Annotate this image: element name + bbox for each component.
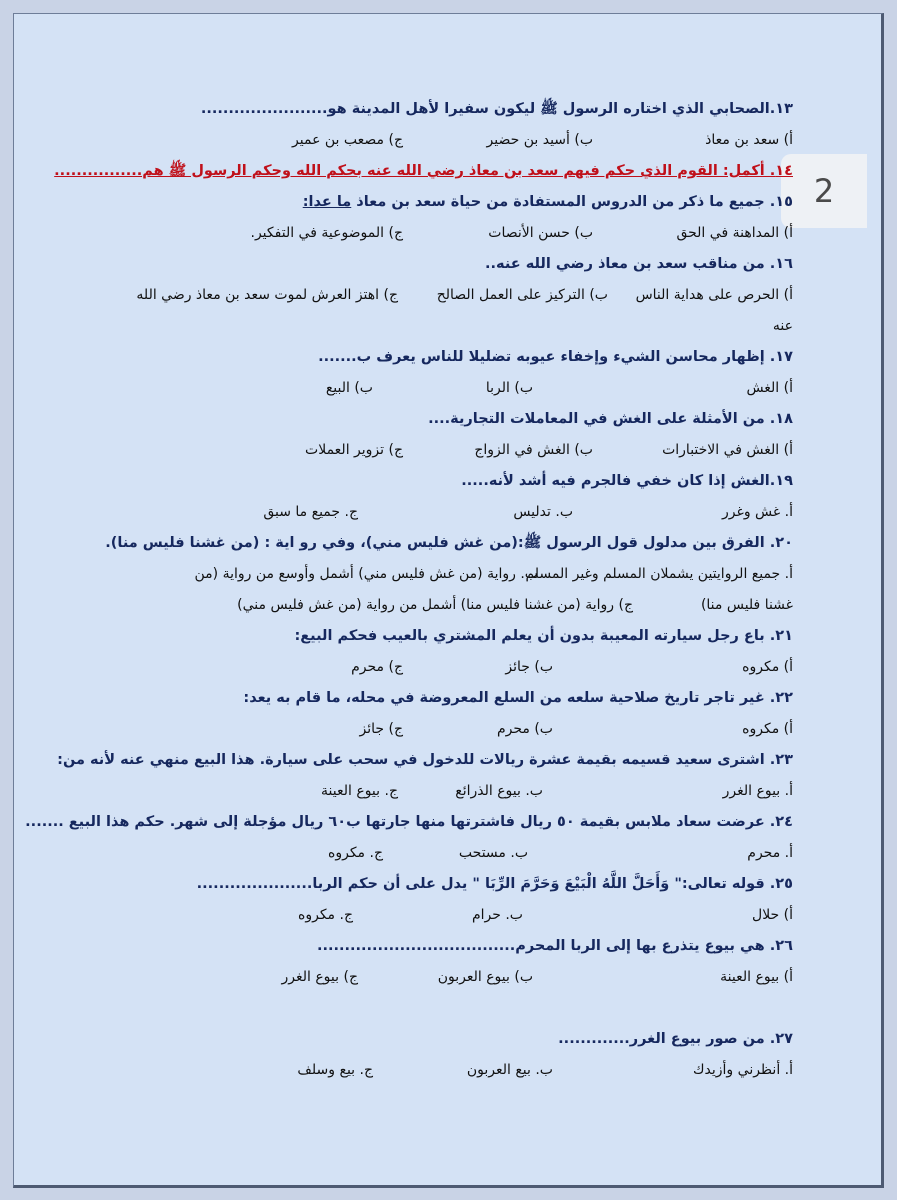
option-c: ب) البيع xyxy=(325,380,373,396)
option-a: أ) مكروه xyxy=(742,721,793,737)
option-c: ج. مكروه xyxy=(298,907,353,923)
worksheet-page xyxy=(13,13,884,1188)
option-a: أ. محرم xyxy=(747,845,793,861)
question-20: ٢٠. الفرق بين مدلول قول الرسول ﷺ:(من غش فليس مني)، وفي رو اية : (من غشنا فليس منا). xyxy=(105,535,793,551)
option-a: أ) الغش في الاختبارات xyxy=(662,442,793,458)
option-a: أ. غش وغرر xyxy=(722,504,793,520)
option-b: ب) الربا xyxy=(485,380,533,396)
options-20-cont xyxy=(113,590,793,621)
option-c: ج) مصعب بن عمير xyxy=(292,132,403,148)
question-15-underlined: ما عدا: xyxy=(302,194,352,210)
question-16: ١٦. من مناقب سعد بن معاذ رضي الله عنه.. xyxy=(485,256,793,272)
option-b: ب) الغش في الزواج xyxy=(474,442,593,458)
options-18 xyxy=(113,435,793,466)
question-15-text: ١٥. جميع ما ذكر من الدروس المستفادة من حياة سعد بن معاذ xyxy=(351,194,793,210)
option-b: ب) جائز xyxy=(505,659,553,675)
option-b: ب. حرام xyxy=(471,907,523,923)
options-21 xyxy=(113,652,793,683)
options-24 xyxy=(113,838,793,869)
option-a: أ) الحرص على هداية الناس xyxy=(635,287,793,303)
question-18: ١٨. من الأمثلة على الغش في المعاملات التجارية.... xyxy=(428,411,793,427)
option-c: ج) محرم xyxy=(351,659,403,675)
question-22: ٢٢. غير تاجر تاريخ صلاحية سلعه من السلع المعروضة في محله، ما قام به يعد: xyxy=(243,690,793,706)
option-b: ب) بيوع العربون xyxy=(437,969,533,985)
options-26 xyxy=(113,962,793,993)
option-c: ج) تزوير العملات xyxy=(305,442,403,458)
option-b: ب. تدليس xyxy=(513,504,573,520)
option-a: أ. بيوع الغرر xyxy=(722,783,793,799)
option-c: ج. بيوع العينة xyxy=(321,783,398,799)
options-19 xyxy=(113,497,793,528)
question-25: ٢٥. قوله تعالى:" وَأَحَلَّ اللَّهُ الْبَيْعَ وَحَرَّمَ الرِّبَا " يدل على أن حكم الربا..................... xyxy=(196,876,793,892)
option-c: ج) جائز xyxy=(359,721,403,737)
option-b: ب) أسيد بن حضير xyxy=(486,132,593,148)
option-c: ج) رواية (من غشنا فليس منا) أشمل من رواية (من غش فليس مني) xyxy=(237,597,633,613)
option-b: ب) التركيز على العمل الصالح xyxy=(436,287,608,303)
option-b: ب. بيوع الذرائع xyxy=(455,783,543,799)
options-20 xyxy=(113,559,793,590)
option-a: أ) بيوع العينة xyxy=(720,969,793,985)
option-b: ب. بيع العربون xyxy=(466,1062,553,1078)
options-27 xyxy=(113,1055,793,1086)
options-16 xyxy=(113,280,793,311)
page-number-badge: 2 xyxy=(781,154,867,228)
question-14: ١٤. أكمل: القوم الذي حكم فيهم سعد بن معاذ رضي الله عنه بحكم الله وحكم الرسول ﷺ هم................ xyxy=(54,163,793,179)
option-a: أ) المداهنة في الحق xyxy=(676,225,793,241)
option-c: ج. بيع وسلف xyxy=(297,1062,373,1078)
option-c: ج) بيوع الغرر xyxy=(281,969,358,985)
options-15 xyxy=(113,218,793,249)
question-13: ١٣.الصحابي الذي اختاره الرسول ﷺ ليكون سفيرا لأهل المدينة هو....................... xyxy=(200,101,793,117)
option-c: ج) اهتز العرش لموت سعد بن معاذ رضي الله xyxy=(136,287,398,303)
option-b: ب) محرم xyxy=(496,721,553,737)
question-17: ١٧. إظهار محاسن الشيء وإخفاء عيوبه تضليلا للناس يعرف ب....... xyxy=(318,349,793,365)
options-23 xyxy=(113,776,793,807)
option-b-continuation: غشنا فليس منا) xyxy=(700,597,793,613)
question-23: ٢٣. اشترى سعيد قسيمه بقيمة عشرة ريالات للدخول في سحب على سيارة. هذا البيع منهي عنه لأنه من: xyxy=(57,752,793,768)
options-22 xyxy=(113,714,793,745)
question-26: ٢٦. هي بيوع يتذرع بها إلى الربا المحرم.................................... xyxy=(316,938,793,954)
option-b: ب. مستحب xyxy=(458,845,528,861)
option-a: أ. أنظرني وأزيدك xyxy=(693,1062,793,1078)
options-25 xyxy=(113,900,793,931)
options-13 xyxy=(113,125,793,156)
question-24: ٢٤. عرضت سعاد ملابس بقيمة ٥٠ ريال فاشترتها منها جارتها ب٦٠ ريال مؤجلة إلى شهر. حكم هذا البيع ....... xyxy=(25,814,793,830)
question-19: ١٩.الغش إذا كان خفي فالجرم فيه أشد لأنه..... xyxy=(461,473,793,489)
option-a: أ) سعد بن معاذ xyxy=(705,132,793,148)
option-a: أ) حلال xyxy=(752,907,793,923)
option-a: أ) مكروه xyxy=(742,659,793,675)
option-a: أ. جميع الروايتين يشملان المسلم وغير المسلم xyxy=(525,566,793,582)
option-c: ج) الموضوعية في التفكير. xyxy=(250,225,403,241)
option-c-continuation: عنه xyxy=(772,318,793,334)
questions-list xyxy=(25,94,793,1086)
options-17 xyxy=(113,373,793,404)
question-15 xyxy=(113,187,793,218)
question-27: ٢٧. من صور بيوع الغرر............. xyxy=(558,1031,793,1047)
option-c: ج. جميع ما سبق xyxy=(263,504,358,520)
option-c: ج. مكروه xyxy=(328,845,383,861)
option-b: ب. رواية (من غش فليس مني) أشمل وأوسع من رواية (من xyxy=(194,566,538,582)
option-a: أ) الغش xyxy=(746,380,793,396)
option-b: ب) حسن الأنصات xyxy=(488,225,593,241)
question-21: ٢١. باع رجل سيارته المعيبة بدون أن يعلم المشتري بالعيب فحكم البيع: xyxy=(294,628,793,644)
